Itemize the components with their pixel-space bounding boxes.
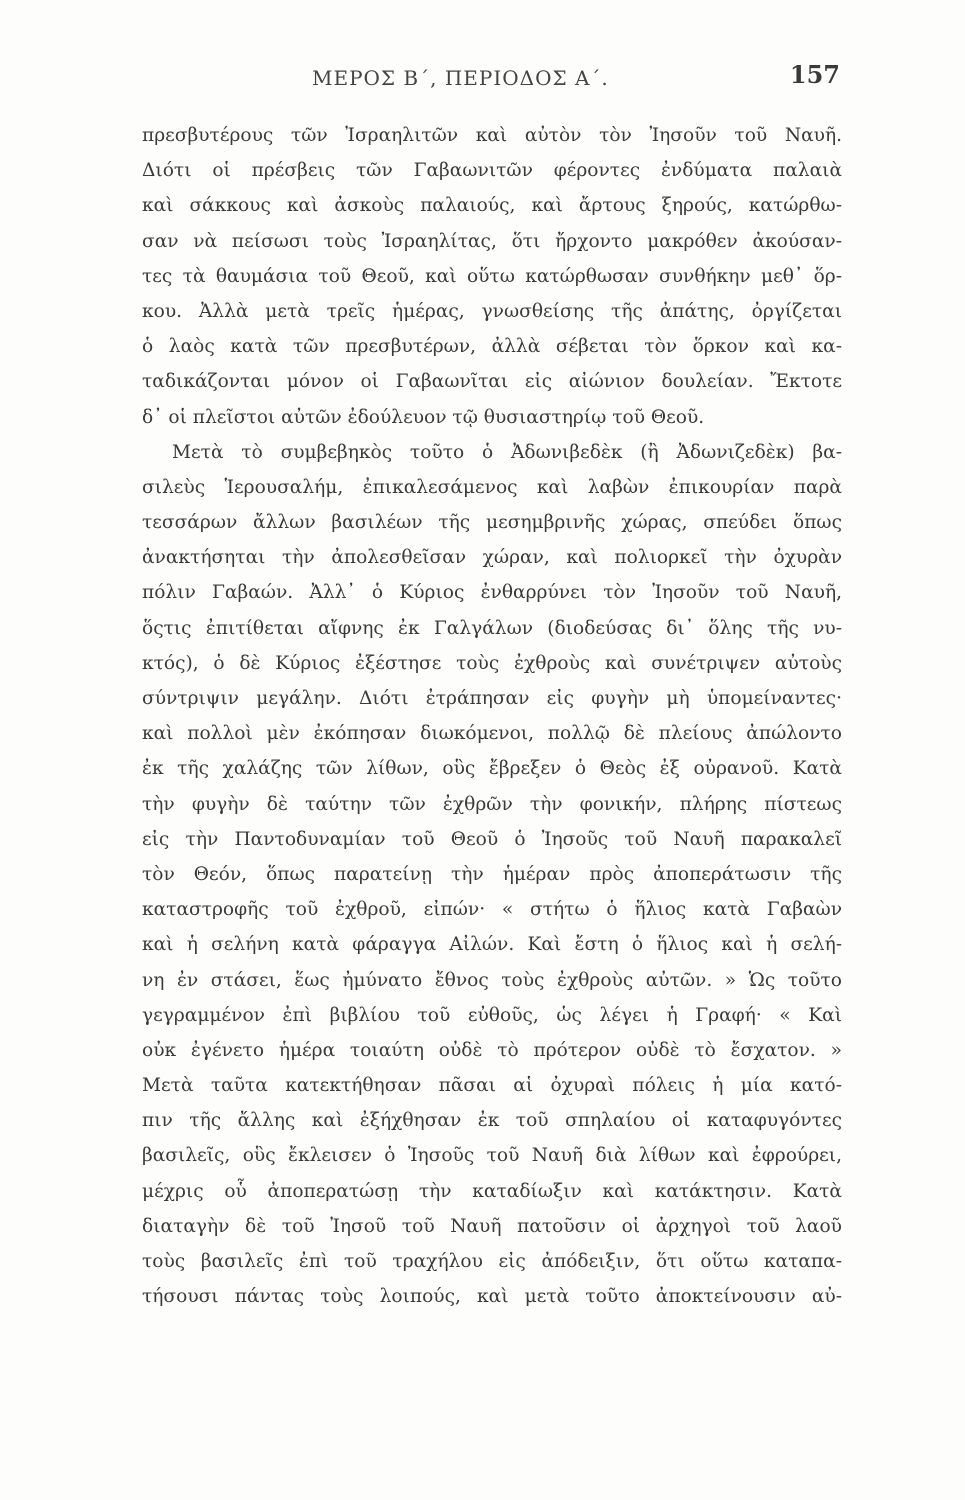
text-line: τοὺς βασιλεῖς ἐπὶ τοῦ τραχήλου εἰς ἀπόδειξιν, ὅτι οὕτω καταπα-: [142, 1251, 842, 1272]
text-line: πρεσβυτέρους τῶν Ἰσραηλιτῶν καὶ αὐτὸν τὸν Ἰησοῦν τοῦ Ναυῆ.: [142, 125, 842, 146]
text-line: κου. Ἀλλὰ μετὰ τρεῖς ἡμέρας, γνωσθείσης τῆς ἀπάτης, ὀργίζεται: [142, 300, 842, 322]
text-line: καὶ σάκκους καὶ ἀσκοὺς παλαιούς, καὶ ἄρτους ξηρούς, κατώρθω-: [142, 195, 842, 217]
text-line: Μετὰ ταῦτα κατεκτήθησαν πᾶσαι αἱ ὀχυραὶ πόλεις ἡ μία κατό-: [142, 1075, 842, 1097]
text-line: τὴν φυγὴν δὲ ταύτην τῶν ἐχθρῶν τὴν φονικήν, πλήρης πίστεως: [142, 793, 842, 815]
text-line: γεγραμμένον ἐπὶ βιβλίου τοῦ εὐθοῦς, ὡς λέγει ἡ Γραφή· « Καὶ: [142, 1004, 842, 1026]
text-line: ὅςτις ἐπιτίθεται αἴφνης ἐκ Γαλγάλων (διοδεύσας δι᾽ ὅλης τῆς νυ-: [142, 617, 842, 639]
text-line: ὁ λαὸς κατὰ τῶν πρεσβυτέρων, ἀλλὰ σέβεται τὸν ὅρκον καὶ κα-: [142, 336, 842, 358]
text-line: τήσουσι πάντας τοὺς λοιπούς, καὶ μετὰ τοῦτο ἀποκτείνουσιν αὐ-: [142, 1286, 842, 1308]
text-line: ἐκ τῆς χαλάζης τῶν λίθων, οὓς ἔβρεξεν ὁ Θεὸς ἐξ οὐρανοῦ. Κατὰ: [142, 758, 842, 780]
page-number: 157: [789, 60, 840, 89]
text-line: τες τὰ θαυμάσια τοῦ Θεοῦ, καὶ οὕτω κατώρθωσαν συνθήκην μεθ᾽ ὅρ-: [142, 265, 842, 287]
text-line: βασιλεῖς, οὓς ἔκλεισεν ὁ Ἰησοῦς τοῦ Ναυῆ διὰ λίθων καὶ ἐφρούρει,: [142, 1145, 842, 1167]
running-head: [140, 58, 840, 98]
text-line: σαν νὰ πείσωσι τοὺς Ἰσραηλίτας, ὅτι ἤρχοντο μακρόθεν ἀκούσαν-: [142, 230, 842, 252]
text-line: μέχρις οὗ ἀποπερατώσῃ τὴν καταδίωξιν καὶ κατάκτησιν. Κατὰ: [142, 1180, 842, 1202]
text-line: καὶ πολλοὶ μὲν ἐκόπησαν διωκόμενοι, πολλῷ δὲ πλείους ἀπώλοντο: [142, 723, 842, 745]
text-line: κτός), ὁ δὲ Κύριος ἐξέστησε τοὺς ἐχθροὺς καὶ συνέτριψεν αὐτοὺς: [142, 652, 842, 674]
text-line: νη ἐν στάσει, ἕως ἠμύνατο ἔθνος τοὺς ἐχθροὺς αὐτῶν. » Ὡς τοῦτο: [142, 969, 842, 991]
text-line: τὸν Θεόν, ὅπως παρατείνῃ τὴν ἡμέραν πρὸς ἀποπεράτωσιν τῆς: [142, 863, 842, 885]
body-text: [142, 118, 842, 1314]
text-line: ἀνακτήσηται τὴν ἀπολεσθεῖσαν χώραν, καὶ πολιορκεῖ τὴν ὀχυρὰν: [142, 547, 842, 569]
text-line: τεσσάρων ἄλλων βασιλέων τῆς μεσημβρινῆς χώρας, σπεύδει ὅπως: [142, 512, 842, 534]
text-line: σύντριψιν μεγάλην. Διότι ἐτράπησαν εἰς φυγὴν μὴ ὑπομείναντες·: [142, 688, 842, 709]
text-line: Διότι οἱ πρέσβεις τῶν Γαβαωνιτῶν φέροντες ἐνδύματα παλαιὰ: [142, 160, 842, 182]
running-title: ΜΕΡΟΣ Β΄, ΠΕΡΙΟΔΟΣ Α΄.: [312, 66, 609, 90]
text-line: οὐκ ἐγένετο ἡμέρα τοιαύτη οὐδὲ τὸ πρότερον οὐδὲ τὸ ἔσχατον. »: [142, 1039, 842, 1061]
text-line: καὶ ἡ σελήνη κατὰ φάραγγα Αἰλών. Καὶ ἔστη ὁ ἥλιος καὶ ἡ σελή-: [142, 934, 842, 956]
text-line: δ᾽ οἱ πλεῖστοι αὐτῶν ἐδούλευον τῷ θυσιαστηρίῳ τοῦ Θεοῦ.: [142, 406, 705, 428]
text-line: πιν τῆς ἄλλης καὶ ἐξήχθησαν ἐκ τοῦ σπηλαίου οἱ καταφυγόντες: [142, 1110, 842, 1132]
text-line: καταστροφῆς τοῦ ἐχθροῦ, εἰπών· « στήτω ὁ ἥλιος κατὰ Γαβαὼν: [142, 899, 842, 921]
text-line: πόλιν Γαβαών. Ἀλλ᾽ ὁ Κύριος ἐνθαρρύνει τὸν Ἰησοῦν τοῦ Ναυῆ,: [142, 582, 842, 604]
text-line: σιλεὺς Ἱερουσαλήμ, ἐπικαλεσάμενος καὶ λαβὼν ἐπικουρίαν παρὰ: [142, 476, 842, 498]
text-line: εἰς τὴν Παντοδυναμίαν τοῦ Θεοῦ ὁ Ἰησοῦς τοῦ Ναυῆ παρακαλεῖ: [142, 828, 842, 850]
text-line: Μετὰ τὸ συμβεβηκὸς τοῦτο ὁ Ἀδωνιβεδὲκ (ἢ Ἀδωνιζεδὲκ) βα-: [172, 441, 842, 463]
text-line: ταδικάζονται μόνον οἱ Γαβαωνῖται εἰς αἰώνιον δουλείαν. Ἔκτοτε: [142, 371, 842, 393]
text-line: διαταγὴν δὲ τοῦ Ἰησοῦ τοῦ Ναυῆ πατοῦσιν οἱ ἀρχηγοὶ τοῦ λαοῦ: [142, 1215, 842, 1237]
